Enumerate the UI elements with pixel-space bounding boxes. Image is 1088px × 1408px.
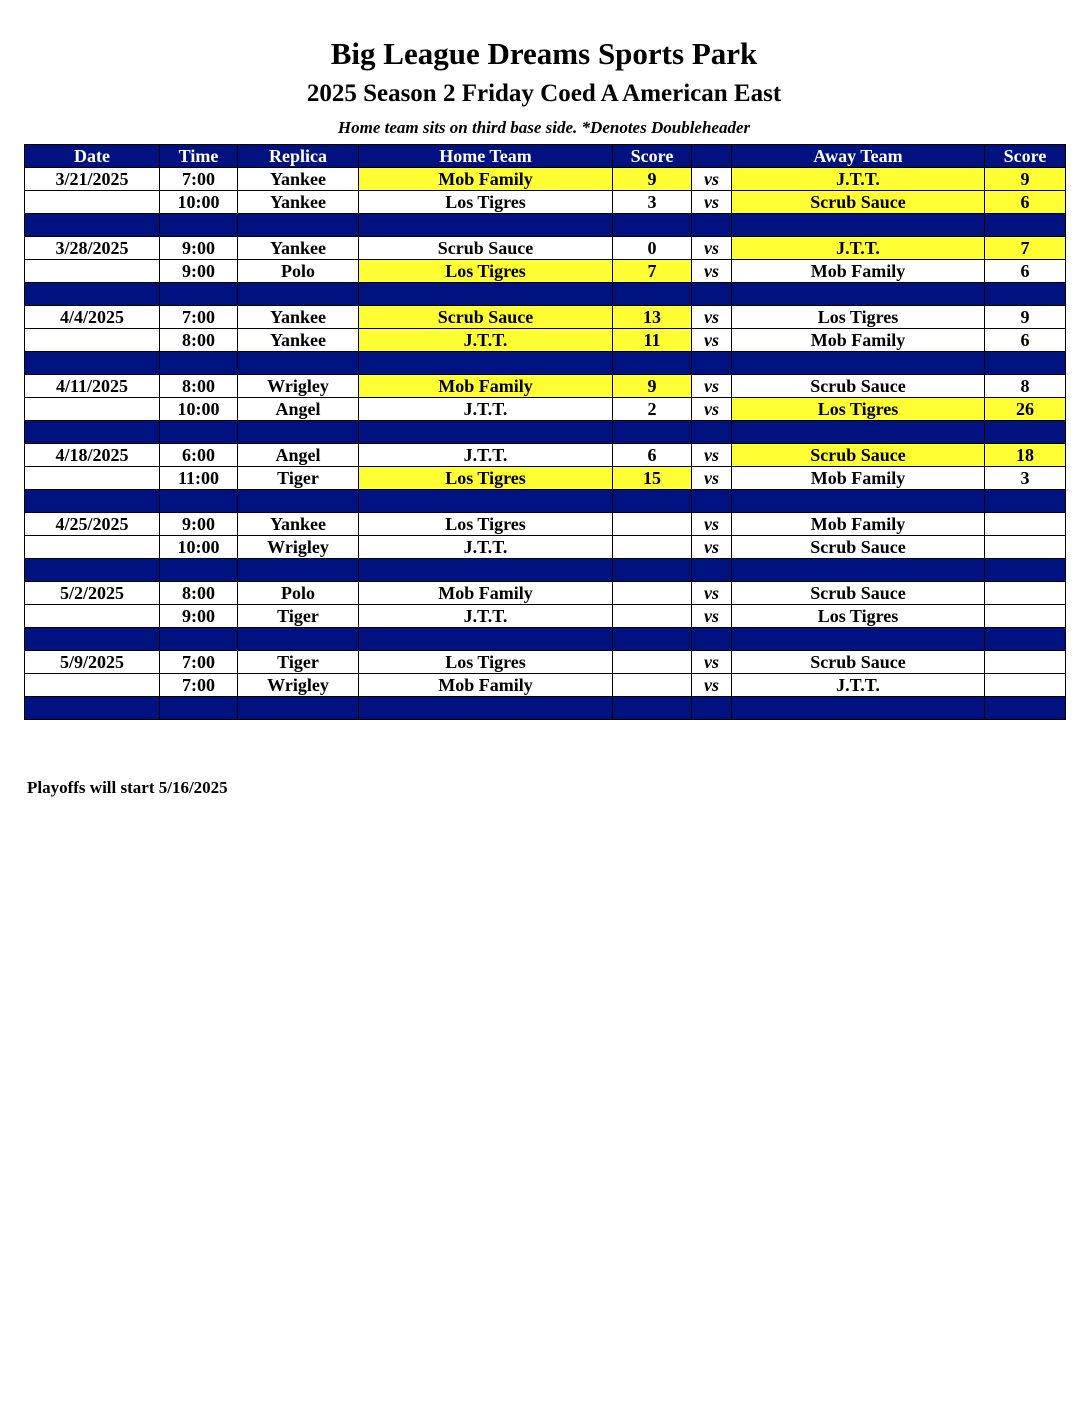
away-score bbox=[985, 513, 1066, 536]
separator-cell bbox=[160, 628, 238, 651]
week-separator-row bbox=[25, 559, 1066, 582]
vs-label: vs bbox=[692, 582, 732, 605]
away-score: 6 bbox=[985, 260, 1066, 283]
game-date bbox=[25, 329, 160, 352]
game-date bbox=[25, 674, 160, 697]
home-team: Los Tigres bbox=[359, 467, 613, 490]
vs-label: vs bbox=[692, 260, 732, 283]
home-score: 6 bbox=[613, 444, 692, 467]
separator-cell bbox=[238, 352, 359, 375]
table-row bbox=[25, 674, 1066, 697]
separator-cell bbox=[25, 352, 160, 375]
vs-label: vs bbox=[692, 237, 732, 260]
game-time: 7:00 bbox=[160, 168, 238, 191]
home-score bbox=[613, 536, 692, 559]
col-header-away-team: Away Team bbox=[732, 145, 985, 168]
away-team: Mob Family bbox=[732, 467, 985, 490]
separator-cell bbox=[25, 628, 160, 651]
game-field: Tiger bbox=[238, 651, 359, 674]
separator-cell bbox=[985, 628, 1066, 651]
col-header-away-score: Score bbox=[985, 145, 1066, 168]
table-row bbox=[25, 260, 1066, 283]
separator-cell bbox=[238, 559, 359, 582]
game-time: 8:00 bbox=[160, 329, 238, 352]
col-header-date: Date bbox=[25, 145, 160, 168]
vs-label: vs bbox=[692, 536, 732, 559]
game-date bbox=[25, 398, 160, 421]
away-score bbox=[985, 674, 1066, 697]
home-score: 9 bbox=[613, 168, 692, 191]
game-time: 7:00 bbox=[160, 674, 238, 697]
game-time: 8:00 bbox=[160, 582, 238, 605]
table-row bbox=[25, 375, 1066, 398]
separator-cell bbox=[692, 214, 732, 237]
separator-cell bbox=[613, 421, 692, 444]
vs-label: vs bbox=[692, 398, 732, 421]
separator-cell bbox=[160, 352, 238, 375]
vs-label: vs bbox=[692, 467, 732, 490]
game-field: Tiger bbox=[238, 467, 359, 490]
away-score bbox=[985, 536, 1066, 559]
table-row bbox=[25, 168, 1066, 191]
table-row bbox=[25, 536, 1066, 559]
separator-cell bbox=[985, 697, 1066, 720]
home-team: Los Tigres bbox=[359, 651, 613, 674]
col-header-home-score: Score bbox=[613, 145, 692, 168]
week-separator-row bbox=[25, 421, 1066, 444]
away-team: Scrub Sauce bbox=[732, 536, 985, 559]
away-team: Scrub Sauce bbox=[732, 651, 985, 674]
separator-cell bbox=[160, 283, 238, 306]
home-score bbox=[613, 605, 692, 628]
separator-cell bbox=[732, 352, 985, 375]
home-score bbox=[613, 651, 692, 674]
vs-label: vs bbox=[692, 191, 732, 214]
separator-cell bbox=[238, 628, 359, 651]
page-subtitle: 2025 Season 2 Friday Coed A American East bbox=[306, 80, 782, 107]
vs-label: vs bbox=[692, 168, 732, 191]
home-team: Mob Family bbox=[359, 674, 613, 697]
home-score: 15 bbox=[613, 467, 692, 490]
home-score: 7 bbox=[613, 260, 692, 283]
separator-cell bbox=[692, 697, 732, 720]
separator-cell bbox=[359, 352, 613, 375]
game-date bbox=[25, 467, 160, 490]
separator-cell bbox=[160, 559, 238, 582]
separator-cell bbox=[732, 214, 985, 237]
week-separator-row bbox=[25, 490, 1066, 513]
game-field: Yankee bbox=[238, 306, 359, 329]
schedule-note: Home team sits on third base side. *Denotes Doubleheader bbox=[337, 118, 751, 137]
schedule-table bbox=[24, 144, 1066, 720]
home-team: Mob Family bbox=[359, 582, 613, 605]
table-row bbox=[25, 651, 1066, 674]
away-team: Scrub Sauce bbox=[732, 444, 985, 467]
table-row bbox=[25, 329, 1066, 352]
home-score: 0 bbox=[613, 237, 692, 260]
away-team: Mob Family bbox=[732, 260, 985, 283]
separator-cell bbox=[613, 283, 692, 306]
game-date: 4/11/2025 bbox=[25, 375, 160, 398]
home-score: 13 bbox=[613, 306, 692, 329]
home-team: J.T.T. bbox=[359, 444, 613, 467]
separator-cell bbox=[732, 697, 985, 720]
separator-cell bbox=[613, 628, 692, 651]
game-time: 9:00 bbox=[160, 605, 238, 628]
page-title: Big League Dreams Sports Park bbox=[330, 36, 758, 71]
separator-cell bbox=[985, 283, 1066, 306]
away-score: 7 bbox=[985, 237, 1066, 260]
separator-cell bbox=[985, 490, 1066, 513]
separator-cell bbox=[238, 214, 359, 237]
game-date: 5/2/2025 bbox=[25, 582, 160, 605]
separator-cell bbox=[985, 559, 1066, 582]
separator-cell bbox=[692, 283, 732, 306]
home-score: 9 bbox=[613, 375, 692, 398]
vs-label: vs bbox=[692, 306, 732, 329]
separator-cell bbox=[25, 559, 160, 582]
game-date: 4/25/2025 bbox=[25, 513, 160, 536]
game-field: Yankee bbox=[238, 329, 359, 352]
game-time: 9:00 bbox=[160, 237, 238, 260]
home-team: J.T.T. bbox=[359, 329, 613, 352]
game-time: 9:00 bbox=[160, 260, 238, 283]
separator-cell bbox=[985, 214, 1066, 237]
week-separator-row bbox=[25, 697, 1066, 720]
week-separator-row bbox=[25, 628, 1066, 651]
home-score bbox=[613, 674, 692, 697]
away-score: 18 bbox=[985, 444, 1066, 467]
separator-cell bbox=[160, 490, 238, 513]
away-team: Los Tigres bbox=[732, 605, 985, 628]
game-date bbox=[25, 191, 160, 214]
separator-cell bbox=[613, 559, 692, 582]
game-date bbox=[25, 260, 160, 283]
away-score: 26 bbox=[985, 398, 1066, 421]
table-row bbox=[25, 467, 1066, 490]
table-row bbox=[25, 444, 1066, 467]
separator-cell bbox=[359, 559, 613, 582]
game-field: Tiger bbox=[238, 605, 359, 628]
away-team: Scrub Sauce bbox=[732, 375, 985, 398]
game-time: 7:00 bbox=[160, 306, 238, 329]
table-row bbox=[25, 191, 1066, 214]
away-score: 3 bbox=[985, 467, 1066, 490]
game-field: Angel bbox=[238, 444, 359, 467]
separator-cell bbox=[160, 697, 238, 720]
separator-cell bbox=[732, 559, 985, 582]
away-score: 6 bbox=[985, 191, 1066, 214]
table-row bbox=[25, 582, 1066, 605]
table-row bbox=[25, 513, 1066, 536]
game-field: Yankee bbox=[238, 168, 359, 191]
separator-cell bbox=[985, 352, 1066, 375]
week-separator-row bbox=[25, 214, 1066, 237]
separator-cell bbox=[692, 628, 732, 651]
game-field: Polo bbox=[238, 260, 359, 283]
separator-cell bbox=[692, 559, 732, 582]
separator-cell bbox=[359, 283, 613, 306]
home-score: 2 bbox=[613, 398, 692, 421]
game-field: Wrigley bbox=[238, 674, 359, 697]
separator-cell bbox=[160, 421, 238, 444]
game-field: Wrigley bbox=[238, 375, 359, 398]
away-score bbox=[985, 651, 1066, 674]
separator-cell bbox=[359, 697, 613, 720]
home-team: Mob Family bbox=[359, 375, 613, 398]
game-field: Yankee bbox=[238, 237, 359, 260]
separator-cell bbox=[732, 490, 985, 513]
separator-cell bbox=[732, 421, 985, 444]
game-time: 7:00 bbox=[160, 651, 238, 674]
home-team: Los Tigres bbox=[359, 513, 613, 536]
vs-label: vs bbox=[692, 329, 732, 352]
separator-cell bbox=[238, 421, 359, 444]
away-team: Scrub Sauce bbox=[732, 191, 985, 214]
schedule-body bbox=[25, 168, 1066, 720]
home-score bbox=[613, 513, 692, 536]
game-date: 3/21/2025 bbox=[25, 168, 160, 191]
separator-cell bbox=[25, 490, 160, 513]
home-team: J.T.T. bbox=[359, 398, 613, 421]
game-field: Polo bbox=[238, 582, 359, 605]
separator-cell bbox=[692, 352, 732, 375]
away-score bbox=[985, 605, 1066, 628]
home-score: 11 bbox=[613, 329, 692, 352]
separator-cell bbox=[732, 283, 985, 306]
away-team: J.T.T. bbox=[732, 168, 985, 191]
home-team: J.T.T. bbox=[359, 536, 613, 559]
game-date bbox=[25, 536, 160, 559]
vs-label: vs bbox=[692, 375, 732, 398]
separator-cell bbox=[732, 628, 985, 651]
game-time: 11:00 bbox=[160, 467, 238, 490]
separator-cell bbox=[613, 214, 692, 237]
game-date: 5/9/2025 bbox=[25, 651, 160, 674]
home-team: Scrub Sauce bbox=[359, 237, 613, 260]
away-team: Los Tigres bbox=[732, 306, 985, 329]
game-time: 10:00 bbox=[160, 536, 238, 559]
week-separator-row bbox=[25, 352, 1066, 375]
col-header-home-team: Home Team bbox=[359, 145, 613, 168]
game-time: 8:00 bbox=[160, 375, 238, 398]
separator-cell bbox=[25, 214, 160, 237]
home-team: Scrub Sauce bbox=[359, 306, 613, 329]
home-score: 3 bbox=[613, 191, 692, 214]
vs-label: vs bbox=[692, 651, 732, 674]
game-date: 4/18/2025 bbox=[25, 444, 160, 467]
away-score: 9 bbox=[985, 306, 1066, 329]
table-row bbox=[25, 237, 1066, 260]
game-time: 10:00 bbox=[160, 191, 238, 214]
separator-cell bbox=[359, 628, 613, 651]
game-date: 4/4/2025 bbox=[25, 306, 160, 329]
away-score bbox=[985, 582, 1066, 605]
separator-cell bbox=[613, 352, 692, 375]
playoffs-note: Playoffs will start 5/16/2025 bbox=[27, 778, 228, 797]
home-team: Los Tigres bbox=[359, 191, 613, 214]
separator-cell bbox=[613, 697, 692, 720]
week-separator-row bbox=[25, 283, 1066, 306]
col-header-vs bbox=[692, 145, 732, 168]
game-date bbox=[25, 605, 160, 628]
separator-cell bbox=[692, 490, 732, 513]
vs-label: vs bbox=[692, 674, 732, 697]
separator-cell bbox=[359, 214, 613, 237]
table-row bbox=[25, 605, 1066, 628]
separator-cell bbox=[25, 421, 160, 444]
game-field: Wrigley bbox=[238, 536, 359, 559]
game-time: 6:00 bbox=[160, 444, 238, 467]
game-date: 3/28/2025 bbox=[25, 237, 160, 260]
away-team: J.T.T. bbox=[732, 237, 985, 260]
home-team: Los Tigres bbox=[359, 260, 613, 283]
separator-cell bbox=[238, 697, 359, 720]
separator-cell bbox=[692, 421, 732, 444]
game-time: 9:00 bbox=[160, 513, 238, 536]
table-row bbox=[25, 398, 1066, 421]
away-team: J.T.T. bbox=[732, 674, 985, 697]
separator-cell bbox=[359, 421, 613, 444]
separator-cell bbox=[238, 490, 359, 513]
away-score: 9 bbox=[985, 168, 1066, 191]
away-team: Los Tigres bbox=[732, 398, 985, 421]
home-score bbox=[613, 582, 692, 605]
separator-cell bbox=[613, 490, 692, 513]
vs-label: vs bbox=[692, 444, 732, 467]
away-score: 6 bbox=[985, 329, 1066, 352]
away-score: 8 bbox=[985, 375, 1066, 398]
table-row bbox=[25, 306, 1066, 329]
separator-cell bbox=[238, 283, 359, 306]
separator-cell bbox=[985, 421, 1066, 444]
col-header-replica: Replica bbox=[238, 145, 359, 168]
game-field: Yankee bbox=[238, 513, 359, 536]
game-time: 10:00 bbox=[160, 398, 238, 421]
separator-cell bbox=[25, 283, 160, 306]
separator-cell bbox=[359, 490, 613, 513]
table-header-row bbox=[25, 145, 1066, 168]
separator-cell bbox=[160, 214, 238, 237]
vs-label: vs bbox=[692, 513, 732, 536]
vs-label: vs bbox=[692, 605, 732, 628]
home-team: J.T.T. bbox=[359, 605, 613, 628]
away-team: Mob Family bbox=[732, 513, 985, 536]
separator-cell bbox=[25, 697, 160, 720]
home-team: Mob Family bbox=[359, 168, 613, 191]
game-field: Yankee bbox=[238, 191, 359, 214]
away-team: Scrub Sauce bbox=[732, 582, 985, 605]
game-field: Angel bbox=[238, 398, 359, 421]
col-header-time: Time bbox=[160, 145, 238, 168]
away-team: Mob Family bbox=[732, 329, 985, 352]
